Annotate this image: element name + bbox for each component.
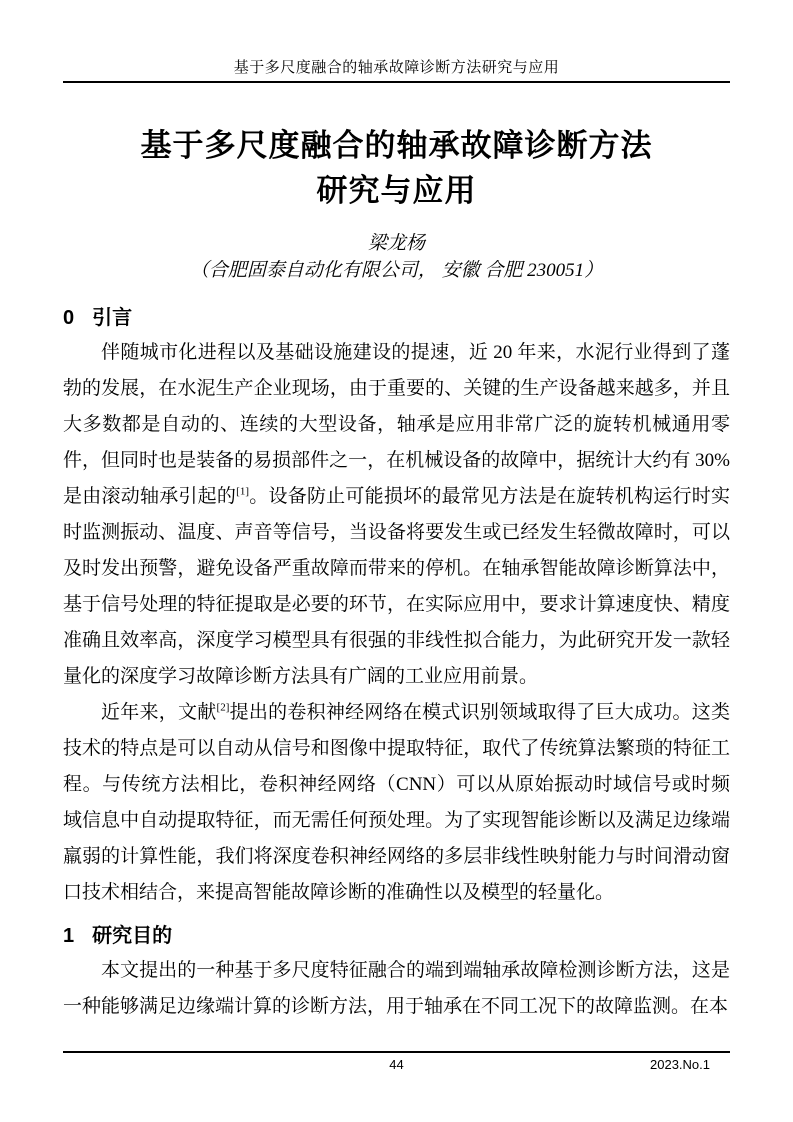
journal-issue: 2023.No.1 <box>650 1057 710 1072</box>
text-segment: 本文提出的一种基于多尺度特征融合的端到端轴承故障检测诊断方法，这是一种能够满足边缘端计算的诊断方法，用于轴承在不同工况下的故障监测。在本 <box>63 960 730 1017</box>
reference-superscript: [1] <box>236 485 249 498</box>
paragraph <box>63 953 730 1025</box>
section-number: 1 <box>63 925 75 947</box>
running-header-title: 基于多尺度融合的轴承故障诊断方法研究与应用 <box>233 60 560 76</box>
running-header <box>63 0 730 83</box>
text-segment: 伴随城市化进程以及基础设施建设的提速，近 20 年来，水泥行业得到了蓬勃的发展，在水泥生产企业现场，由于重要的、关键的生产设备越来越多，并且大多数都是自动的、连续的大型设备，轴承是应用非常广泛的旋转机械通用零件，但同时也是装备的易损部件之一，在机械设备的故障中，据统计大约有 30%是由滚动轴承引起的 <box>63 342 730 507</box>
text-segment: 近年来，文献 <box>101 702 217 723</box>
paragraph <box>63 335 730 695</box>
paragraph <box>63 695 730 911</box>
section-heading-introduction <box>63 303 730 333</box>
paper-title-line-2: 研究与应用 <box>316 173 477 208</box>
section-title: 引言 <box>92 307 133 329</box>
page-content <box>63 83 730 1025</box>
text-segment: 。设备防止可能损坏的最常见方法是在旋转机构运行时实时监测振动、温度、声音等信号，当设备将要发生或已经发生轻微故障时，可以及时发出预警，避免设备严重故障而带来的停机。在轴承智能故障诊断算法中，基于信号处理的特征提取是必要的环节，在实际应用中，要求计算速度快、精度准确且效率高，深度学习模型具有很强的非线性拟合能力，为此研究开发一款轻量化的深度学习故障诊断方法具有广阔的工业应用前景。 <box>63 486 730 687</box>
paper-title-line-1: 基于多尺度融合的轴承故障诊断方法 <box>140 128 653 163</box>
author-name: 梁龙杨 <box>367 233 425 254</box>
section-heading-research-purpose <box>63 921 730 951</box>
section-number: 0 <box>63 307 75 329</box>
text-segment: 提出的卷积神经网络在模式识别领域取得了巨大成功。这类技术的特点是可以自动从信号和图像中提取特征，取代了传统算法繁琐的特征工程。与传统方法相比，卷积神经网络（CNN）可以从原始振动时域信号或时频域信息中自动提取特征，而无需任何预处理。为了实现智能诊断以及满足边缘端羸弱的计算性能，我们将深度卷积神经网络的多层非线性映射能力与时间滑动窗口技术相结合，来提高智能故障诊断的准确性以及模型的轻量化。 <box>63 702 730 903</box>
page-footer <box>63 1051 730 1075</box>
section-title: 研究目的 <box>92 925 173 947</box>
footer-row <box>63 1057 730 1075</box>
page-number: 44 <box>389 1057 404 1072</box>
author-affiliation: （合肥固泰自动化有限公司， 安徽 合肥 230051） <box>189 260 604 281</box>
reference-superscript: [2] <box>216 701 230 714</box>
paper-title <box>63 123 730 213</box>
